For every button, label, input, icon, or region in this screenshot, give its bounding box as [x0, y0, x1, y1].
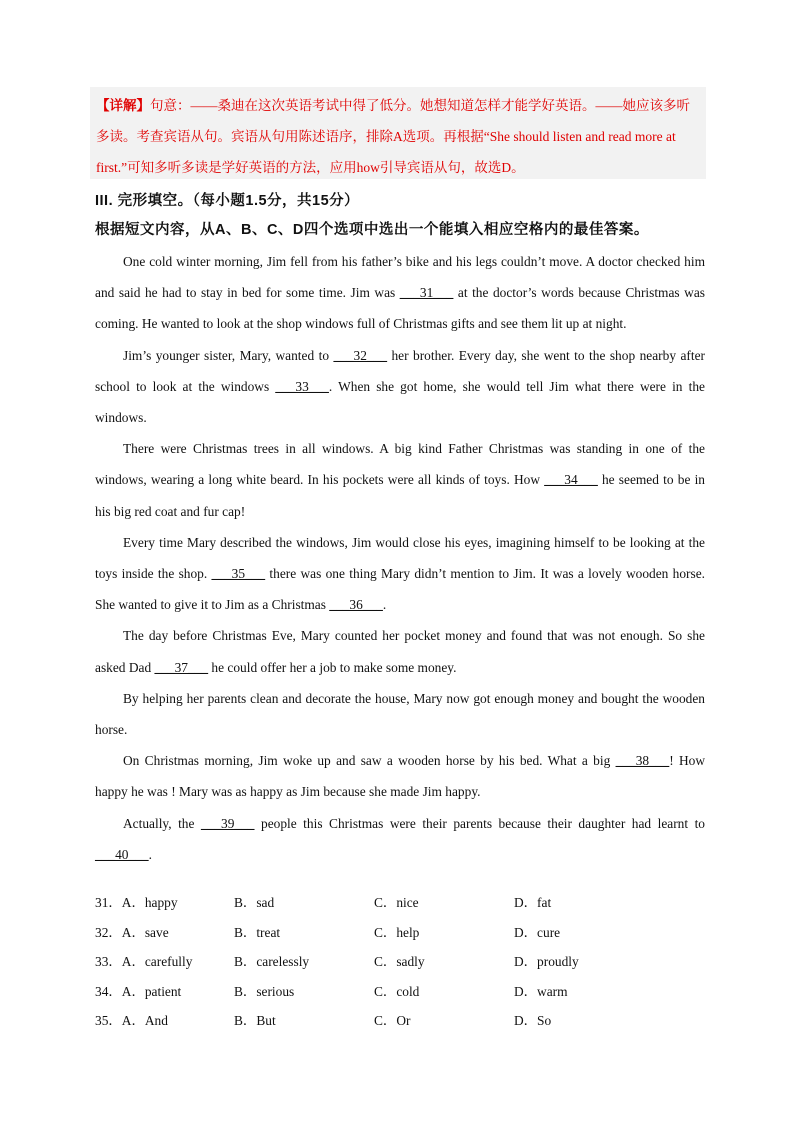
blank-40: ___40___ — [95, 846, 149, 862]
paragraph-7 — [95, 745, 705, 807]
question-number-and-option-a — [95, 1006, 168, 1036]
option-c: C．nice — [374, 895, 419, 910]
text: . When she got home, she would tell Jim what there were in the windows. — [95, 378, 705, 426]
option-c: C．cold — [374, 983, 420, 999]
text: Jim’s younger sister, Mary, wanted to — [123, 347, 334, 363]
option-b: B．serious — [234, 983, 295, 999]
question-number: 34． — [95, 983, 122, 999]
option-b: B．But — [234, 1013, 276, 1029]
question-row-35 — [95, 1006, 705, 1036]
text: he seemed to be in his big red coat and fur cap! — [95, 472, 705, 519]
explanation-text: 句意：——桑迪在这次英语考试中得了低分。她想知道怎样才能学好英语。——她应该多听多读。考查宾语从句。宾语从句用陈述语序，排除A选项。再根据“She should listen and read more at first.”可知多听多读是学好英语的方法，应用how引导宾语从句，故选D。 — [96, 98, 690, 175]
option-a: A．And — [121, 1013, 168, 1029]
text: On Christmas morning, Jim woke up and saw a wooden horse by his bed. What a big — [123, 753, 616, 769]
text: at the doctor’s words because Christmas was coming. He wanted to look at the shop windows full of Christmas gifts and see them lit up at night. — [95, 285, 705, 332]
option-a: A．happy — [121, 895, 178, 910]
question-number-and-option-a — [95, 947, 192, 977]
question-number: 31． — [95, 895, 122, 910]
text: One cold winter morning, Jim fell from his father’s bike and his legs couldn’t move. A doctor checked him and said he had to stay in bed for some time. Jim was — [95, 254, 705, 301]
option-d: D．So — [514, 1013, 552, 1029]
text: her brother. Every day, she went to the shop nearby after school to look at the windows — [95, 347, 705, 394]
blank-34: ___34___ — [544, 472, 598, 488]
question-row-34 — [95, 977, 705, 1007]
explanation-box — [90, 87, 706, 179]
option-a: A．save — [121, 924, 169, 940]
paragraph-3 — [95, 433, 705, 527]
paragraph-2 — [95, 340, 705, 434]
paragraph-6 — [95, 683, 705, 745]
option-d: D．warm — [514, 983, 568, 999]
option-d: D．fat — [514, 895, 552, 910]
text: people this Christmas were their parents because their daughter had learnt to — [254, 815, 705, 831]
text: . — [382, 597, 387, 613]
text: he could offer her a job to make some money. — [208, 659, 457, 675]
question-number-and-option-a — [95, 977, 181, 1007]
question-number-and-option-a — [95, 918, 169, 948]
option-a: A．patient — [121, 983, 182, 999]
blank-35: ___35___ — [211, 566, 266, 582]
text: there was one thing Mary didn’t mention to Jim. It was a lovely wooden horse. She wanted to give it to Jim as a Christmas — [95, 566, 705, 613]
blank-38: ___38___ — [615, 753, 670, 769]
text: Every time Mary described the windows, Jim would close his eyes, imagining himself to be looking at the toys inside the shop. — [95, 534, 705, 582]
option-b: B．sad — [234, 895, 275, 910]
text: . — [148, 846, 152, 862]
text: By helping her parents clean and decorate the house, Mary now got enough money and bought the wooden horse. — [95, 690, 705, 738]
question-row-33 — [95, 947, 705, 977]
option-b: B．treat — [234, 924, 281, 940]
blank-31: ___31___ — [399, 285, 454, 301]
paragraph-4 — [95, 527, 705, 621]
paragraph-8 — [95, 808, 705, 870]
explanation-tag: 【详解】 — [96, 98, 150, 113]
paragraph-1 — [95, 246, 705, 340]
question-row-32 — [95, 918, 705, 948]
cloze-passage — [95, 246, 705, 870]
question-number: 35． — [95, 1013, 122, 1029]
question-row-31 — [95, 888, 705, 918]
text: ! How happy he was ! Mary was as happy as Jim because she made Jim happy. — [95, 753, 706, 800]
question-number: 32． — [95, 924, 122, 940]
option-c: C．Or — [374, 1013, 411, 1029]
option-b: B．carelessly — [234, 954, 310, 970]
section-instruction: 根据短文内容，从A、B、C、D四个选项中选出一个能填入相应空格内的最佳答案。 — [95, 222, 649, 238]
answer-options — [95, 888, 705, 1036]
blank-33: ___33___ — [275, 378, 329, 394]
blank-39: ___39___ — [200, 815, 255, 831]
option-c: C．help — [374, 924, 420, 940]
option-c: C．sadly — [374, 954, 425, 970]
question-number: 33． — [95, 954, 122, 970]
paragraph-5 — [95, 620, 705, 682]
text: There were Christmas trees in all windows. A big kind Father Christmas was standing in one of the windows, wearing a long white beard. In his pockets were all kinds of toys. How — [95, 441, 705, 488]
text: Actually, the — [123, 815, 201, 831]
option-d: D．cure — [514, 924, 561, 940]
section-title: III. 完形填空。（每小题1.5分，共15分） — [95, 193, 360, 209]
option-a: A．carefully — [121, 954, 193, 970]
text: The day before Christmas Eve, Mary counted her pocket money and found that was not enough. So she asked Dad — [95, 628, 705, 675]
option-d: D．proudly — [514, 954, 579, 970]
blank-36: ___36___ — [329, 597, 383, 613]
blank-37: ___37___ — [154, 659, 209, 675]
blank-32: ___32___ — [333, 347, 388, 363]
question-number-and-option-a — [95, 888, 178, 918]
